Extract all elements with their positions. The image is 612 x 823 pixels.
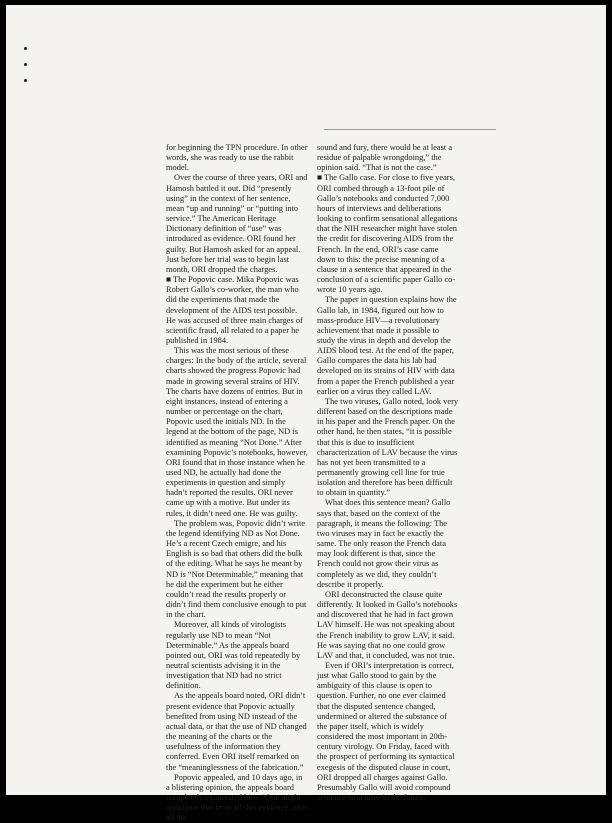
paragraph: As the appeals board noted, ORI didn’t present evidence that Popovic actually benefited from using ND instead of the actual data, or that the use of ND changed the meaning of the charts or the usefulness of the information they conferred. Even ORI itself remarked on the “meaninglessness of the fabrication.” — [166, 691, 307, 772]
paragraph: ■ The Popovic case. Mika Popovic was Robert Gallo’s co-worker, the man who did the experiments that made the development of the AIDS test possible. He was accused of three main charges of scientific fraud, all related to a paper he published in 1984. — [166, 275, 303, 345]
paragraph: sound and fury, there would be at least a residue of palpable wrongdoing,” the opinion said. “That is not the case.” — [317, 143, 453, 173]
margin-mark — [24, 47, 27, 50]
paragraph: ■ The Gallo case. For close to five years, ORI combed through a 13-foot pile of Gallo’s notebooks and conducted 7,000 hours of interviews and deliberations looking to confirm sensational allegations that the NIH researcher might have stolen the credit for discovering AIDS from the French. In the end, ORI’s case came down to this: the precise meaning of a clause in a sentence that appeared in the conclusion of a scientific paper Gallo co-wrote 10 years ago. — [317, 173, 458, 295]
header-rule — [324, 129, 496, 130]
paragraph: for beginning the TPN procedure. In other words, she was ready to use the rabbit model. — [166, 143, 308, 173]
paragraph: Popovic appealed, and 10 days ago, in a blistering opinion, the appeals board completely exonerated him. “One might anticipate that from all this evidence, after all the — [166, 772, 308, 823]
paragraph: The paper in question explains how the Gallo lab, in 1984, figured out how to mass-produce HIV—a revolutionary achievement that made it possible to study the virus in depth and develop the AIDS blood test. At the end of the paper, Gallo compares the data his lab had developed on its strains of HIV with data from a paper the French published a year earlier on a virus they called LAV. — [317, 295, 457, 396]
paragraph: ORI deconstructed the clause quite differently. It looked in Gallo’s notebooks and discovered that he had in fact grown LAV himself. He was not speaking about the French inability to grow LAV, it said. He was saying that no one could grow LAV and that, it concluded, was not true. — [317, 589, 458, 660]
paragraph: What does this sentence mean? Gallo says that, based on the context of the paragraph, it means the following: The two viruses may in fact be exactly the same. The only reason the French data may look different is that, since the French could not grow their virus as completely as we did, they couldn’t describe it properly. — [317, 498, 451, 589]
article-column-left — [166, 143, 308, 823]
paragraph: Over the course of three years, ORI and Hamosh battled it out. Did “presently using” in the context of her sentence, mean “up and running” or “putting into service.” The American Heritage Dictionary definition of “use” was introduced as evidence. ORI found her guilty. But Hamosh asked for an appeal. Just before her trial was to begin last month, ORI dropped the charges. — [166, 173, 308, 274]
margin-mark — [24, 63, 27, 66]
margin-mark — [24, 79, 27, 82]
paragraph: Even if ORI’s interpretation is correct, just what Gallo stood to gain by the ambiguity of this clause is open to question. Further, no one ever claimed that the disputed sentence changed, undermined or altered the substance of the paper itself, which is widely considered the most important in 20th-century virology. On Friday, faced with the prospect of performing its syntactical exegesis of the disputed clause in court, ORI dropped all charges against Gallo. Presumably Gallo will avoid compound sentence structures in the future. — [317, 660, 455, 802]
document-page — [6, 5, 606, 823]
paragraph: This was the most serious of these charges: In the body of the article, several charts showed the progress Popovic had made in growing several strains of HIV. The charts have dozens of entries. But in eight instances, instead of entering a number or percentage on the chart, Popovic used the initials ND. In the legend at the bottom of the page, ND is identified as meaning “Not Done.” After examining Popovic’s notebooks, however, ORI found that in those instance when he used ND, he actually had done the experiments in question and simply hadn’t reported the results. ORI never came up with a motive. But under its rules, it didn’t need one. He was guilty. — [166, 346, 308, 518]
paragraph: Moreover, all kinds of virologists regularly use ND to mean “Not Determinable.” As the appeals board pointed out, ORI was told repeatedly by neutral scientists advising it in the investigation that ND had no strict definition. — [166, 620, 301, 691]
paragraph: The two viruses, Gallo noted, look very different based on the descriptions made in his paper and the French paper. On the other hand, he then states, “it is possible that this is due to insufficient characterization of LAV because the virus has not yet been transmitted to a permanently growing cell line for true isolation and therefore has been difficult to obtain in quantity.” — [317, 396, 459, 498]
paragraph: The problem was, Popovic didn’t write the legend identifying ND as Not Done. He’s a recent Czech emigre, and his English is so bad that others did the bulk of the editing. What he says he meant by ND is “Not Determinable,” meaning that he did the experiment but he either couldn’t read the results properly or didn’t find them conclusive enough to put in the chart. — [166, 518, 307, 620]
article-column-right — [317, 143, 459, 803]
